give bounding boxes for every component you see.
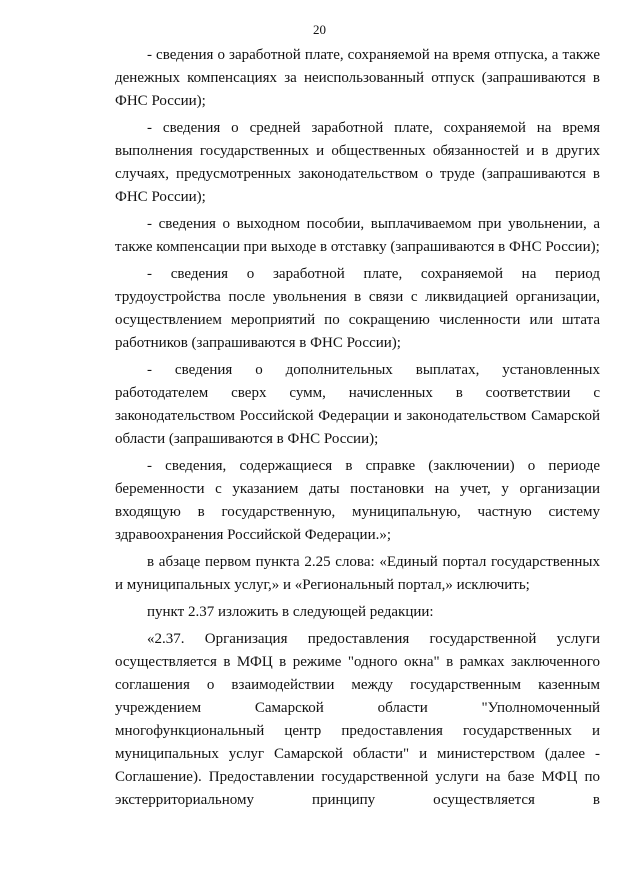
document-body	[115, 44, 600, 816]
paragraph-clause-2-37-text: «2.37. Организация предоставления государственной услуги осуществляется в МФЦ в режиме "одного окна" в рамках заключенного соглашения о взаимодействии между государственным казенным учреждением Самарской области "Уполномоченный многофункциональный центр предоставления государственных и муниципальных услуг Самарской области" и министерством (далее - Соглашение). Предоставлении государственной услуги на базе МФЦ по экстерриториальному принципу осуществляется в	[115, 631, 600, 808]
paragraph-employment-period: - сведения о заработной плате, сохраняемой на период трудоустройства после увольнения в связи с ликвидацией организации, осуществлением мероприятий по сокращению численности или штата работников (запрашиваются в ФНС России);	[115, 266, 600, 351]
paragraph-salary-vacation: - сведения о заработной плате, сохраняемой на время отпуска, а также денежных компенсациях за неиспользованный отпуск (запрашиваются в ФНС России);	[115, 47, 600, 109]
paragraph-clause-2-37-intro: пункт 2.37 изложить в следующей редакции:	[147, 604, 434, 620]
paragraph-pregnancy-certificate: - сведения, содержащиеся в справке (заключении) о периоде беременности с указанием даты постановки на учет, у организации входящую в государственную, муниципальную, частную систему здравоохранения Российской Федерации.»;	[115, 458, 600, 543]
paragraph-clause-2-25: в абзаце первом пункта 2.25 слова: «Единый портал государственных и муниципальных услуг,» и «Региональный портал,» исключить;	[115, 554, 600, 593]
paragraph-severance: - сведения о выходном пособии, выплачиваемом при увольнении, а также компенсации при выходе в отставку (запрашиваются в ФНС России);	[115, 216, 600, 255]
paragraph-additional-payments: - сведения о дополнительных выплатах, установленных работодателем сверх сумм, начисленных в соответствии с законодательством Российской Федерации и законодательством Самарской области (запрашиваются в ФНС России);	[115, 362, 600, 447]
page-number: 20	[313, 22, 326, 37]
paragraph-average-salary: - сведения о средней заработной плате, сохраняемой на время выполнения государственных и общественных обязанностей и в других случаях, предусмотренных законодательством о труде (запрашиваются в ФНС России);	[115, 120, 600, 205]
